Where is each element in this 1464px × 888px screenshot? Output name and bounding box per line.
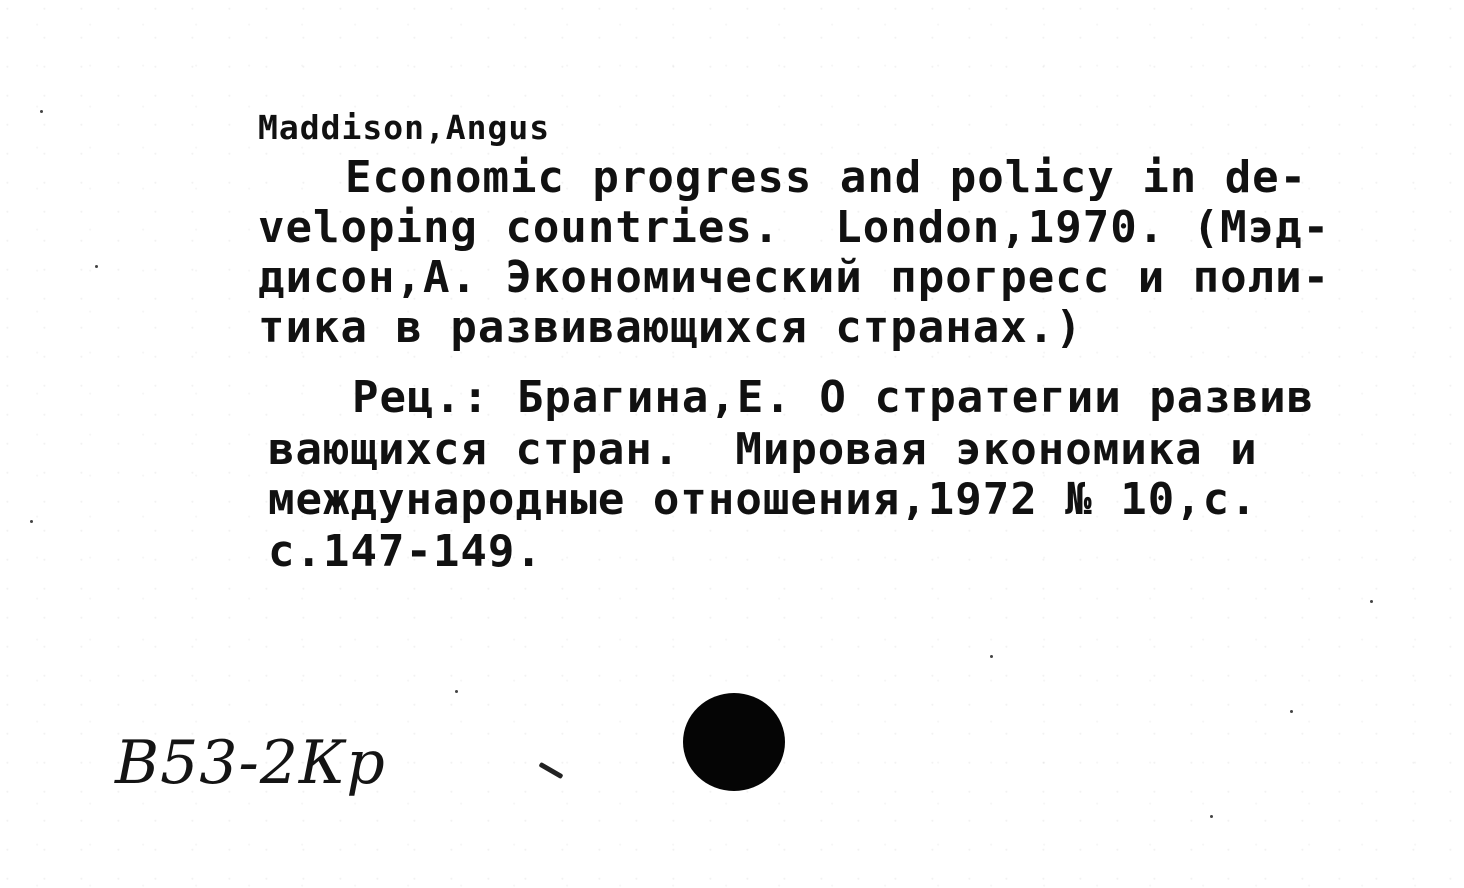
entry-line: Economic progress and policy in de-	[345, 152, 1308, 203]
review-line: Рец.: Брагина,Е. О стратегии развив	[352, 372, 1315, 423]
punch-hole	[683, 693, 785, 791]
scan-speck	[1290, 710, 1293, 713]
scan-speck	[95, 265, 98, 268]
pen-stroke-mark	[538, 762, 563, 779]
entry-line: тика в развивающихся странах.)	[258, 302, 1083, 353]
handwritten-shelfmark: В53-2Кр	[115, 728, 386, 798]
review-line: международные отношения,1972 № 10,с.	[268, 474, 1258, 525]
entry-line: дисон,А. Экономический прогресс и поли-	[258, 252, 1331, 303]
scan-speck	[990, 655, 993, 658]
author-heading: Maddison,Angus	[258, 108, 551, 147]
review-line: с.147-149.	[268, 526, 543, 577]
scan-speck	[1370, 600, 1373, 603]
entry-line: veloping countries. London,1970. (Мэд-	[258, 202, 1331, 253]
review-line: вающихся стран. Мировая экономика и	[268, 424, 1258, 475]
scan-speck	[1210, 815, 1213, 818]
scan-speck	[30, 520, 33, 523]
scan-speck	[455, 690, 458, 693]
scan-speck	[40, 110, 43, 113]
